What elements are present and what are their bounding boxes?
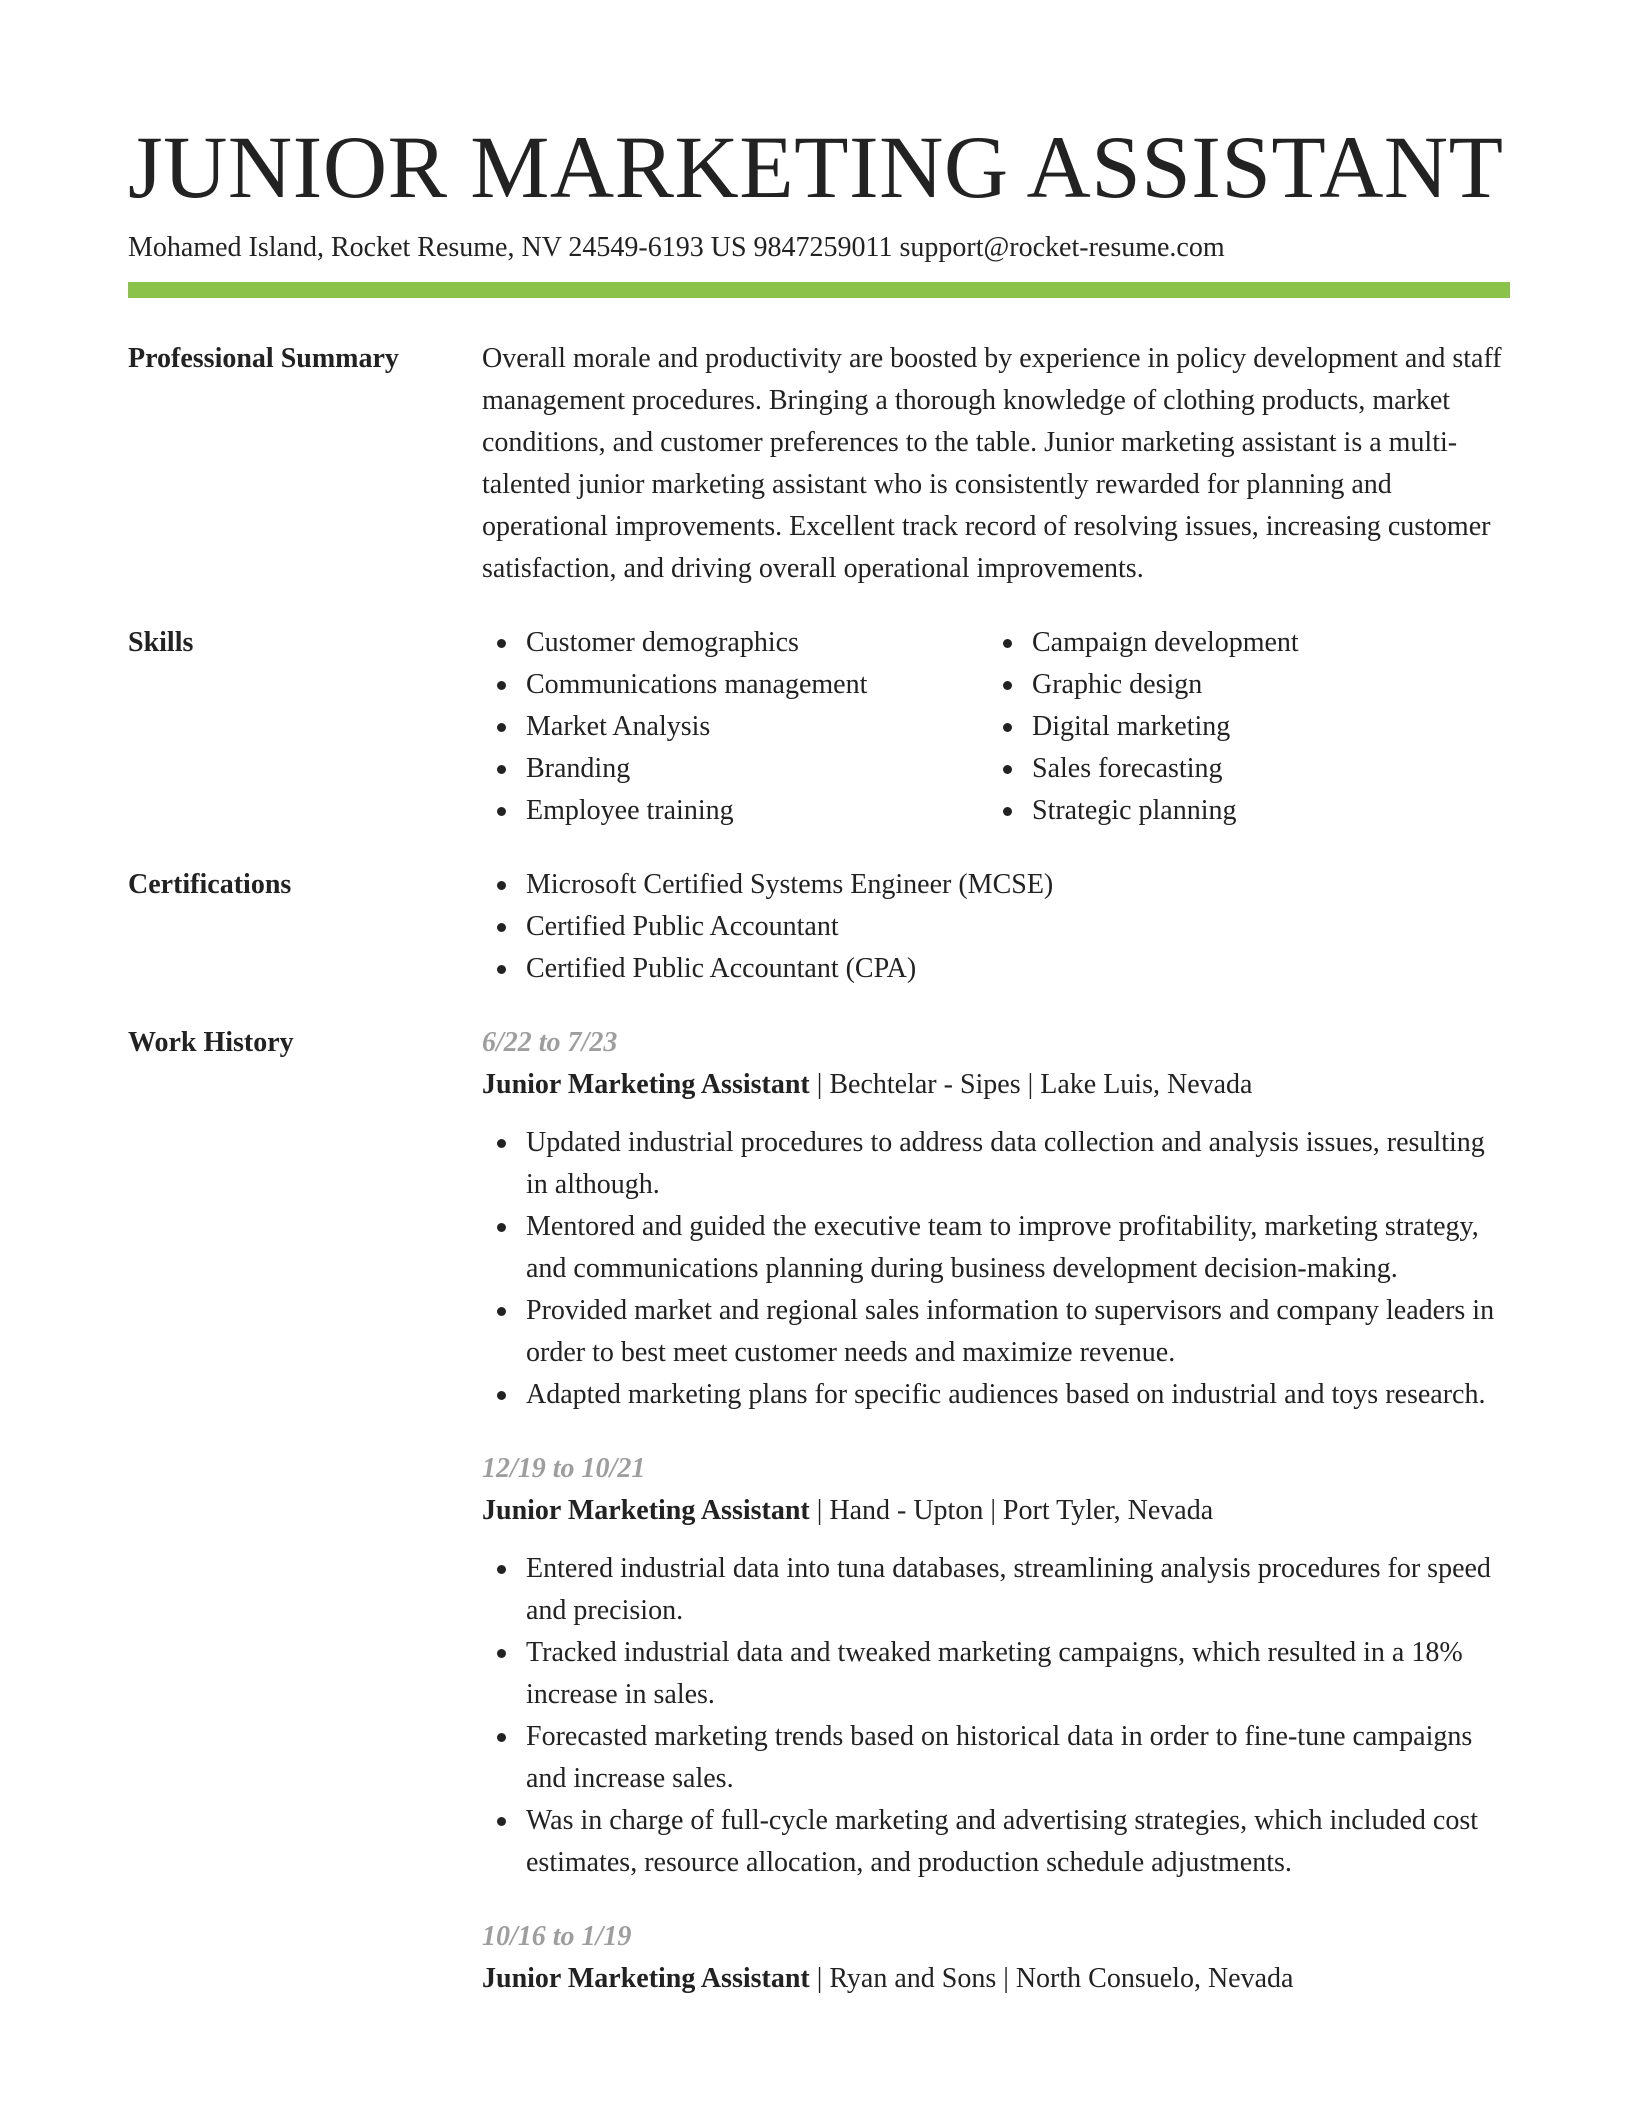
job-bullets [482, 1122, 1510, 1416]
skill-item: Digital marketing [988, 706, 1494, 748]
skills-heading: Skills [128, 627, 194, 658]
contact-line [128, 230, 1510, 266]
job-header [482, 1958, 1510, 2000]
skill-item: Strategic planning [988, 790, 1494, 832]
certifications-heading: Certifications [128, 869, 292, 900]
job-details: | Hand - Upton | Port Tyler, Nevada [809, 1495, 1214, 1526]
job-dates: 12/19 to 10/21 [482, 1453, 646, 1484]
skills-list-left [482, 622, 988, 832]
resume-page [128, 118, 1510, 2000]
job-title: Junior Marketing Assistant [482, 1495, 810, 1526]
resume-title: JUNIOR MARKETING ASSISTANT [128, 119, 1504, 217]
skills-list-right [988, 622, 1494, 832]
job-bullet: Forecasted marketing trends based on historical data in order to fine-tune campaigns and increase sales. [482, 1716, 1510, 1800]
summary-section [128, 338, 1510, 590]
skills-section [128, 622, 1510, 832]
skill-item: Graphic design [988, 664, 1494, 706]
contact-phone: 9847259011 [753, 232, 893, 263]
summary-text: Overall morale and productivity are boosted by experience in policy development and staff management procedures. Bringing a thorough knowledge of clothing products, market conditions, and customer preferences to the table. Junior marketing assistant is a multi-talented junior marketing assistant who is consistently rewarded for planning and operational improvements. Excellent track record of resolving issues, increasing customer satisfaction, and driving overall operational improvements. [482, 343, 1502, 584]
contact-email: support@rocket-resume.com [899, 232, 1225, 263]
job-header [482, 1490, 1510, 1532]
skill-item: Employee training [482, 790, 988, 832]
work-history-section [128, 1022, 1510, 2000]
job-bullet: Was in charge of full-cycle marketing and advertising strategies, which included cost estimates, resource allocation, and production schedule adjustments. [482, 1800, 1510, 1884]
job-details: | Bechtelar - Sipes | Lake Luis, Nevada [809, 1069, 1253, 1100]
header-divider [128, 282, 1510, 298]
contact-address: Mohamed Island, Rocket Resume, NV 24549-6193 US [128, 232, 747, 263]
skill-item: Communications management [482, 664, 988, 706]
skill-item: Market Analysis [482, 706, 988, 748]
job-bullets [482, 1548, 1510, 1884]
job-details: | Ryan and Sons | North Consuelo, Nevada [809, 1963, 1294, 1994]
job-bullet: Adapted marketing plans for specific audiences based on industrial and toys research. [482, 1374, 1510, 1416]
skill-item: Branding [482, 748, 988, 790]
job-bullet: Entered industrial data into tuna databases, streamlining analysis procedures for speed and precision. [482, 1548, 1510, 1632]
certifications-list [482, 864, 1510, 990]
job-bullet: Updated industrial procedures to address data collection and analysis issues, resulting in although. [482, 1122, 1510, 1206]
job-header [482, 1064, 1510, 1106]
summary-heading: Professional Summary [128, 343, 399, 374]
job-entry [482, 1022, 1510, 1416]
skill-item: Campaign development [988, 622, 1494, 664]
work-history-heading: Work History [128, 1027, 294, 1058]
job-bullet: Mentored and guided the executive team to improve profitability, marketing strategy, and communications planning during business development decision-making. [482, 1206, 1510, 1290]
job-dates: 6/22 to 7/23 [482, 1027, 618, 1058]
job-entry [482, 1916, 1510, 2000]
job-bullet: Tracked industrial data and tweaked marketing campaigns, which resulted in a 18% increase in sales. [482, 1632, 1510, 1716]
skill-item: Customer demographics [482, 622, 988, 664]
certification-item: Certified Public Accountant [482, 906, 1510, 948]
job-entry [482, 1448, 1510, 1884]
job-dates: 10/16 to 1/19 [482, 1921, 632, 1952]
certification-item: Microsoft Certified Systems Engineer (MCSE) [482, 864, 1510, 906]
job-title: Junior Marketing Assistant [482, 1069, 810, 1100]
job-bullet: Provided market and regional sales information to supervisors and company leaders in order to best meet customer needs and maximize revenue. [482, 1290, 1510, 1374]
certification-item: Certified Public Accountant (CPA) [482, 948, 1510, 990]
job-title: Junior Marketing Assistant [482, 1963, 810, 1994]
certifications-section [128, 864, 1510, 990]
skill-item: Sales forecasting [988, 748, 1494, 790]
